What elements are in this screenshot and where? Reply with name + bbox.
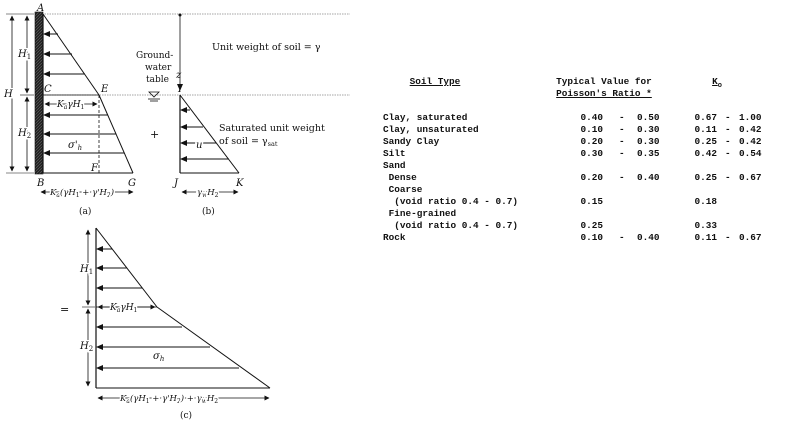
label-h: H [4,89,13,100]
c-bottom-rest: (γH [129,394,146,404]
poisson-low-cell: 0.20 [580,172,603,183]
poisson-high-cell: 0.50 [637,112,660,123]
header-ko [705,76,729,92]
label-g: G [128,178,136,189]
a-bottom-sub: a [56,192,60,199]
poisson-low-cell: 0.20 [580,136,603,147]
a-bottom-rest2: + γ'H [79,188,107,198]
table-row [383,136,793,148]
c-bottom-s2: 2 [176,398,181,405]
c-h1-sub: 1 [88,268,94,276]
poisson-dash: - [619,136,625,147]
label-c: C [44,84,52,95]
c-bottom-k: K [120,394,127,404]
soil-name-cell: Sandy Clay [383,136,440,147]
ko-high-cell: 1.00 [739,112,762,123]
c-h2-sub: 2 [88,345,94,353]
soil-name-cell: Clay, saturated [383,112,468,123]
label-f: F [91,163,98,174]
table-row [383,220,793,232]
poisson-dash: - [619,172,625,183]
table-row [383,196,793,208]
header-ko-sub: o [717,81,722,90]
label-b-bottom-dim [197,188,219,199]
ko-dash: - [725,148,731,159]
poisson-high-cell: 0.40 [637,232,660,243]
table-row [383,160,793,172]
retaining-wall [35,12,43,174]
ko-high-cell: 0.42 [739,136,762,147]
ka-rest: γH [67,100,81,110]
b-bottom-g: γ [197,188,203,198]
ko-low-cell: 0.33 [694,220,717,231]
c-label-sigma-h [153,351,164,363]
groundwater-label-1: Ground- [136,51,174,61]
poisson-dash: - [619,148,625,159]
ko-high-cell: 0.67 [739,172,762,183]
poisson-low-cell: 0.25 [580,220,603,231]
label-b: B [37,178,45,189]
panel-c [60,228,270,421]
label-h2-main: H [18,128,27,139]
c-bottom-rest3: ) + γ [180,394,202,404]
b-bottom-s2: 2 [214,192,219,199]
table-row [383,148,793,160]
soil-name-cell: (void ratio 0.4 - 0.7) [383,196,519,207]
label-h1 [17,49,31,61]
poisson-low-cell: 0.10 [580,124,603,135]
plus-sign: + [150,128,160,141]
poisson-low-cell: 0.10 [580,232,603,243]
poisson-ratio-table [383,74,793,254]
table-row [383,232,793,244]
sigma-main: σ' [68,140,78,151]
header-soil-type: Soil Type [409,76,461,87]
ko-low-cell: 0.25 [694,136,717,147]
water-table-symbol [149,92,159,97]
ko-high-cell: 0.54 [739,148,762,159]
a-bottom-s2: 2 [106,192,111,199]
c-sigma-sub: h [159,355,165,363]
c-label-bottom-dim [119,393,218,405]
b-bottom-rest: H [207,188,215,198]
c-ka-rest: γH [120,303,134,313]
sat-main: of soil = γ [219,136,268,147]
ko-high-cell: 0.42 [739,124,762,135]
header-poisson-line1: Typical Value for [556,76,652,87]
poisson-high-cell: 0.30 [637,136,660,147]
poisson-low-cell: 0.30 [580,148,603,159]
pore-pressure-line [180,95,239,173]
ka-sub: a [63,104,68,111]
poisson-dash: - [619,232,625,243]
table-row [383,112,793,124]
c-bottom-w: w [201,398,207,405]
c-h2-main: H [80,341,89,352]
panel-c-caption: (c) [180,411,193,421]
a-bottom-k: K [50,188,57,198]
poisson-low-cell: 0.15 [580,196,603,207]
panel-a-caption: (a) [79,207,92,217]
c-bottom-s3: 2 [214,398,219,405]
soil-name-cell: (void ratio 0.4 - 0.7) [383,220,519,231]
ko-low-cell: 0.42 [694,148,717,159]
label-i: I [178,84,182,95]
poisson-dash: - [619,112,625,123]
groundwater-label-2: water [145,63,172,73]
poisson-low-cell: 0.40 [580,112,603,123]
a-bottom-rest: (γH [59,188,76,198]
ko-low-cell: 0.11 [694,232,717,243]
ko-dash: - [725,112,731,123]
ko-dash: - [725,232,731,243]
header-poisson-line2: Poisson's Ratio * [556,88,652,99]
c-label-h1 [79,264,93,276]
c-bottom-rest4: H [206,394,215,404]
a-bottom-s1: 1 [75,192,80,199]
c-bottom-rest2: + γ'H [149,394,177,404]
soil-name-cell: Silt [383,148,406,159]
label-h2-sub: 2 [26,132,32,140]
ko-dash: - [725,136,731,147]
c-label-ka-gamma-h1 [109,303,137,314]
sat-sub: sat [267,140,278,148]
c-sigma-main: σ [153,351,160,362]
soil-name-cell: Sand [383,160,406,171]
ko-low-cell: 0.25 [694,172,717,183]
label-h1-sub: 1 [26,53,32,61]
ko-low-cell: 0.18 [694,196,717,207]
label-a-bottom-dim [49,187,114,199]
label-k: K [236,178,244,189]
sat-weight-label-2 [219,136,278,148]
equals-sign: = [60,303,70,316]
c-ka-sub2: 1 [133,307,138,314]
label-a: A [37,3,45,14]
c-ka-k: K [110,303,117,313]
panel-b [136,14,325,218]
label-sigma-h-prime [68,140,82,152]
poisson-high-cell: 0.40 [637,172,660,183]
ko-low-cell: 0.67 [694,112,717,123]
soil-name-cell: Dense [383,172,417,183]
soil-name-cell: Rock [383,232,406,243]
table-row [383,184,793,196]
soil-name-cell: Coarse [383,184,423,195]
sat-weight-label-1: Saturated unit weight [219,123,325,134]
label-ka-gamma-h1 [56,100,84,111]
table-row [383,208,793,220]
ka-k: K [57,100,64,110]
ka-sub2: 1 [80,104,85,111]
ko-high-cell: 0.67 [739,232,762,243]
panel-b-caption: (b) [202,207,215,217]
soil-name-cell: Fine-grained [383,208,457,219]
label-z: z [176,70,182,81]
label-h1-main: H [18,49,27,60]
poisson-high-cell: 0.35 [637,148,660,159]
soil-name-cell: Clay, unsaturated [383,124,479,135]
ko-dash: - [725,124,731,135]
ko-dash: - [725,172,731,183]
c-bottom-sub: a [126,398,130,405]
label-e: E [101,84,109,95]
z-origin-dot [179,14,182,17]
label-u: u [196,140,203,151]
header-ko-main: K [712,76,718,87]
unit-weight-label: Unit weight of soil = γ [212,42,321,53]
label-h2 [17,128,31,140]
c-h1-main: H [80,264,89,275]
poisson-high-cell: 0.30 [637,124,660,135]
label-j: J [174,178,179,189]
groundwater-label-3: table [146,75,169,85]
c-label-h2 [79,341,93,353]
c-bottom-s1: 1 [145,398,150,405]
ko-low-cell: 0.11 [694,124,717,135]
c-ka-sub: a [116,307,121,314]
b-bottom-sub: w [202,192,208,199]
table-row [383,172,793,184]
table-row [383,124,793,136]
a-bottom-rest3: ) [110,188,115,198]
poisson-dash: - [619,124,625,135]
sigma-sub: h [77,144,83,152]
